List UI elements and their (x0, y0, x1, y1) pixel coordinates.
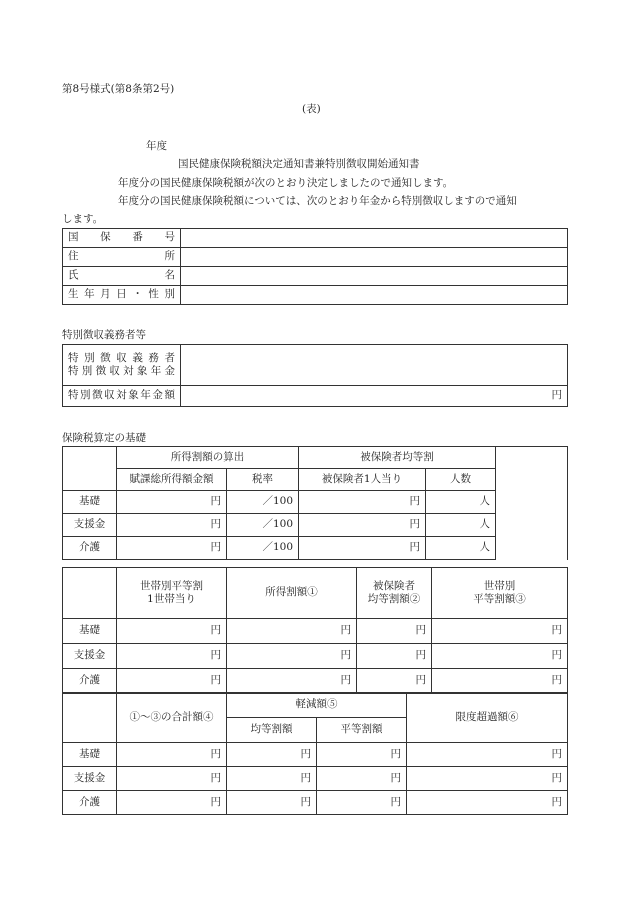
kokuho-number-label: 国 保 番 号 (63, 229, 181, 248)
people-cell[interactable]: 人 (426, 491, 496, 514)
row-label-care: 介護 (63, 669, 117, 694)
yen-cell[interactable]: 円 (317, 767, 407, 791)
yen-cell[interactable]: 円 (432, 669, 568, 694)
table-row (63, 791, 568, 815)
year-label: 年度 (146, 140, 167, 152)
table-row (63, 345, 568, 386)
table-row (63, 248, 568, 267)
row-label-basic: 基礎 (63, 491, 117, 514)
reduction-header: 軽減額⑤ (227, 693, 407, 718)
yen-cell[interactable]: 円 (357, 669, 432, 694)
document-title: 国民健康保険税額決定通知書兼特別徴収開始通知書 (178, 158, 420, 170)
row-label-support: 支援金 (63, 514, 117, 537)
address-value[interactable] (181, 248, 568, 267)
form-number: 第8号様式(第8条第2号) (62, 83, 175, 95)
yen-unit: 円 (551, 389, 562, 402)
yen-cell[interactable]: 円 (407, 791, 568, 815)
yen-cell[interactable]: 円 (299, 491, 426, 514)
yen-cell[interactable]: 円 (117, 619, 227, 644)
yen-cell[interactable]: 円 (432, 619, 568, 644)
address-label: 住 所 (63, 248, 181, 267)
table-row (63, 514, 568, 537)
yen-cell[interactable]: 円 (299, 537, 426, 560)
yen-cell[interactable]: 円 (117, 514, 227, 537)
table-row (63, 286, 568, 305)
yen-cell[interactable]: 円 (407, 767, 568, 791)
withholding-label-cell (63, 345, 181, 386)
taxable-income-col: 賦課総所得額金額 (117, 469, 227, 491)
basis-table-2 (62, 567, 568, 694)
pension-amount-value[interactable] (181, 386, 568, 407)
total-amount-col: ①～③の合計額④ (117, 693, 227, 743)
yen-cell[interactable]: 円 (317, 743, 407, 767)
basis-table-3 (62, 692, 568, 815)
yen-cell[interactable]: 円 (317, 791, 407, 815)
people-cell[interactable]: 人 (426, 514, 496, 537)
pension-amount-label: 特別徴収対象年金額 (63, 386, 181, 407)
table-row (63, 743, 568, 767)
tax-rate-col: 税率 (227, 469, 299, 491)
table-row (63, 491, 568, 514)
yen-cell[interactable]: 円 (227, 743, 317, 767)
table-row (63, 469, 568, 491)
table-row (63, 644, 568, 669)
yen-cell[interactable]: 円 (227, 767, 317, 791)
table-row (63, 386, 568, 407)
rate-cell[interactable]: ／100 (227, 514, 299, 537)
reduction-equal-col: 均等割額 (227, 718, 317, 743)
yen-cell[interactable]: 円 (227, 644, 357, 669)
yen-cell[interactable]: 円 (227, 791, 317, 815)
table-row (63, 537, 568, 560)
withholding-agent-value[interactable] (181, 345, 568, 386)
yen-cell[interactable]: 円 (357, 644, 432, 669)
yen-cell[interactable]: 円 (227, 669, 357, 694)
rate-cell[interactable]: ／100 (227, 537, 299, 560)
per-insured-col: 被保険者1人当り (299, 469, 426, 491)
yen-cell[interactable]: 円 (357, 619, 432, 644)
excess-amount-col: 限度超過額⑥ (407, 693, 568, 743)
notice-line-1: 年度分の国民健康保険税額が次のとおり決定しましたので通知します。 (118, 177, 454, 189)
withholding-agent-label: 特別徴収義務者 (68, 351, 175, 364)
income-levy-col: 所得割額① (227, 568, 357, 619)
table-row (63, 267, 568, 286)
rate-cell[interactable]: ／100 (227, 491, 299, 514)
yen-cell[interactable]: 円 (117, 644, 227, 669)
basis-heading: 保険税算定の基礎 (62, 432, 146, 444)
row-label-support: 支援金 (63, 644, 117, 669)
table-row (63, 447, 568, 469)
name-label: 氏 名 (63, 267, 181, 286)
birthdate-gender-label: 生年月日・性別 (63, 286, 181, 305)
table-row (63, 669, 568, 694)
household-flat-amount-col: 世帯別 平等割額③ (432, 568, 568, 619)
yen-cell[interactable]: 円 (407, 743, 568, 767)
notice-line-2-continued: します。 (62, 213, 104, 225)
notice-line-2: 年度分の国民健康保険税額については、次のとおり年金から特別徴収しますので通知 (118, 195, 517, 207)
household-flat-per-household-col: 世帯別平等割 1世帯当り (117, 568, 227, 619)
table-row (63, 229, 568, 248)
row-label-care: 介護 (63, 791, 117, 815)
row-label-support: 支援金 (63, 767, 117, 791)
reduction-flat-col: 平等割額 (317, 718, 407, 743)
side-label: (表) (302, 103, 321, 115)
income-calc-header: 所得割額の算出 (117, 447, 299, 469)
people-cell[interactable]: 人 (426, 537, 496, 560)
name-value[interactable] (181, 267, 568, 286)
headcount-col: 人数 (426, 469, 496, 491)
yen-cell[interactable]: 円 (117, 491, 227, 514)
personal-info-table (62, 228, 568, 305)
withholding-heading: 特別徴収義務者等 (62, 329, 146, 341)
kokuho-number-value[interactable] (181, 229, 568, 248)
yen-cell[interactable]: 円 (299, 514, 426, 537)
yen-cell[interactable]: 円 (227, 619, 357, 644)
yen-cell[interactable]: 円 (117, 743, 227, 767)
table-row (63, 568, 568, 619)
insured-equal-header: 被保険者均等割 (299, 447, 496, 469)
yen-cell[interactable]: 円 (432, 644, 568, 669)
yen-cell[interactable]: 円 (117, 791, 227, 815)
yen-cell[interactable]: 円 (117, 537, 227, 560)
yen-cell[interactable]: 円 (117, 767, 227, 791)
basis-table-1 (62, 446, 568, 560)
withholding-pension-label: 特別徴収対象年金 (68, 365, 175, 377)
yen-cell[interactable]: 円 (117, 669, 227, 694)
row-label-basic: 基礎 (63, 619, 117, 644)
row-label-care: 介護 (63, 537, 117, 560)
table-row (63, 767, 568, 791)
row-label-basic: 基礎 (63, 743, 117, 767)
insured-equal-amount-col: 被保険者 均等割額② (357, 568, 432, 619)
birthdate-gender-value[interactable] (181, 286, 568, 305)
table-row (63, 619, 568, 644)
withholding-table (62, 344, 568, 407)
table-row (63, 693, 568, 718)
